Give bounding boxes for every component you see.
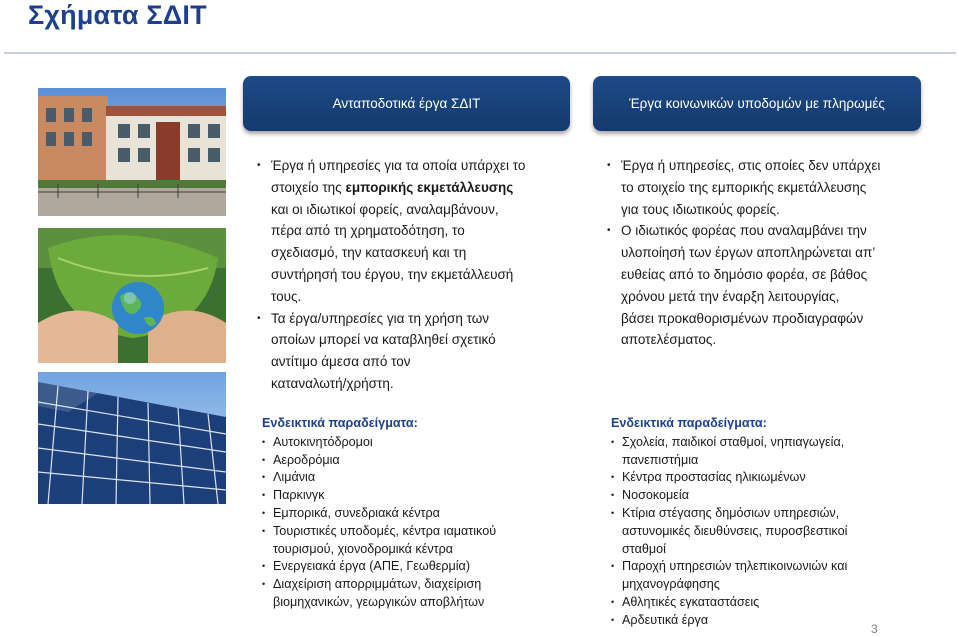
bullet-icon: •: [611, 472, 615, 483]
header-social-infrastructure-label: Έργα κοινωνικών υποδομών με πληρωμές: [629, 96, 885, 111]
bullet-icon: •: [257, 312, 261, 324]
list-item-text: Τουριστικές υποδομές, κέντρα ιαματικού τουρισμού, χιονοδρομικά κέντρα: [273, 523, 497, 556]
left-paragraph-1-text-a: Έργα ή υπηρεσίες για τα οποία υπάρχει το στοιχείο της: [271, 158, 526, 195]
bullet-icon: •: [262, 525, 266, 536]
list-item-text: Αρδευτικά έργα: [622, 612, 709, 627]
bullet-icon: •: [262, 472, 266, 483]
slide-title: Σχήματα ΣΔΙΤ: [28, 0, 207, 30]
bullet-icon: •: [611, 561, 615, 572]
bullet-icon: •: [262, 507, 266, 518]
bullet-icon: •: [611, 436, 615, 447]
left-paragraph-1-text-b: και οι ιδιωτικοί φορείς, αναλαμβάνουν, πέρα από τη χρηματοδότηση, το σχεδιασμό, την κατασκευή και τη συντήρησή του έργου, την εκμετάλλευσή τους.: [271, 201, 514, 304]
list-item-text: Αεροδρόμια: [273, 452, 340, 467]
right-description: [605, 155, 915, 351]
list-item-text: Παρκινγκ: [273, 488, 325, 503]
list-item-text: Διαχείριση απορριμμάτων, διαχείριση βιομηχανικών, γεωργικών αποβλήτων: [273, 577, 485, 609]
left-description: [255, 155, 555, 395]
list-item-text: Ενεργειακά έργα (ΑΠΕ, Γεωθερμία): [273, 559, 471, 574]
list-item: [262, 558, 552, 576]
left-paragraph-2-text: Τα έργα/υπηρεσίες για τη χρήση των οποίων μπορεί να καταβληθεί σχετικό αντίτιμο άμεσα από τον καταναλωτή/χρήστη.: [271, 310, 496, 391]
title-divider: [4, 52, 956, 54]
list-item: [262, 576, 552, 612]
list-item-text: Σχολεία, παιδικοί σταθμοί, νηπιαγωγεία, πανεπιστήμια: [622, 434, 845, 467]
right-paragraph-1: [605, 155, 915, 220]
list-item-text: Κτίρια στέγασης δημόσιων υπηρεσιών, αστυνομικές διευθύνσεις, πυροσβεστικοί σταθμοί: [622, 505, 848, 556]
list-item: [611, 469, 911, 487]
bullet-icon: •: [257, 160, 261, 171]
bullet-icon: •: [607, 225, 611, 237]
list-item: [611, 505, 911, 558]
left-paragraph-1: [255, 155, 555, 308]
building-photo: [38, 88, 226, 216]
right-examples-heading: Ενδεικτικά παραδείγματα:: [611, 416, 767, 430]
bullet-icon: •: [607, 160, 611, 171]
bullet-icon: •: [611, 596, 615, 607]
header-social-infrastructure: [593, 76, 921, 131]
list-item-text: Αθλητικές εγκαταστάσεις: [622, 594, 760, 609]
bullet-icon: •: [262, 561, 266, 572]
list-item-text: Κέντρα προστασίας ηλικιωμένων: [622, 470, 806, 485]
right-paragraph-1-text: Έργα ή υπηρεσίες, στις οποίες δεν υπάρχει το στοιχείο της εμπορικής εκμετάλλευσης για τους ιδιωτικούς φορείς.: [621, 158, 881, 217]
list-item-text: Παροχή υπηρεσιών τηλεπικοινωνιών και μηχανογράφησης: [622, 559, 848, 592]
bullet-icon: •: [611, 614, 615, 625]
right-paragraph-2-text: Ο ιδιωτικός φορέας που αναλαμβάνει την υλοποίησή των έργων αποπληρώνεται απ’ ευθείας από το δημόσιο φορέα, σε βάθος χρόνου μετά την έναρξη λειτουργίας, βάσει προκαθορισμένων προδιαγραφών αποτελέσματος.: [621, 223, 876, 348]
solar-panels-photo: [38, 372, 226, 504]
list-item: [262, 469, 552, 487]
bullet-icon: •: [262, 490, 266, 501]
list-item-text: Εμπορικά, συνεδριακά κέντρα: [273, 505, 440, 520]
list-item: [611, 434, 911, 470]
bullet-icon: •: [262, 454, 266, 465]
list-item: [611, 487, 911, 505]
left-examples: [262, 415, 552, 612]
bullet-icon: •: [611, 507, 615, 518]
list-item-text: Νοσοκομεία: [622, 488, 689, 503]
left-paragraph-1-bold: εμπορικής εκμετάλλευσης: [345, 179, 514, 195]
list-item-text: Λιμάνια: [273, 470, 316, 485]
bullet-icon: •: [611, 490, 615, 501]
page-number: 3: [871, 622, 878, 636]
left-examples-heading: Ενδεικτικά παραδείγματα:: [262, 416, 418, 430]
right-examples: [611, 415, 911, 630]
header-revenue-projects-label: Ανταποδοτικά έργα ΣΔΙΤ: [332, 96, 481, 111]
list-item: [262, 434, 552, 452]
list-item: [611, 558, 911, 594]
list-item-text: Αυτοκινητόδρομοι: [273, 434, 373, 449]
list-item: [262, 505, 552, 523]
list-item: [262, 452, 552, 470]
header-revenue-projects: [243, 76, 570, 131]
list-item: [611, 594, 911, 612]
list-item: [611, 612, 911, 630]
bullet-icon: •: [262, 579, 266, 590]
list-item: [262, 523, 552, 559]
right-paragraph-2: [605, 220, 915, 351]
globe-leaf-photo: [38, 228, 226, 363]
list-item: [262, 487, 552, 505]
left-paragraph-2: [255, 308, 555, 395]
bullet-icon: •: [262, 436, 266, 447]
